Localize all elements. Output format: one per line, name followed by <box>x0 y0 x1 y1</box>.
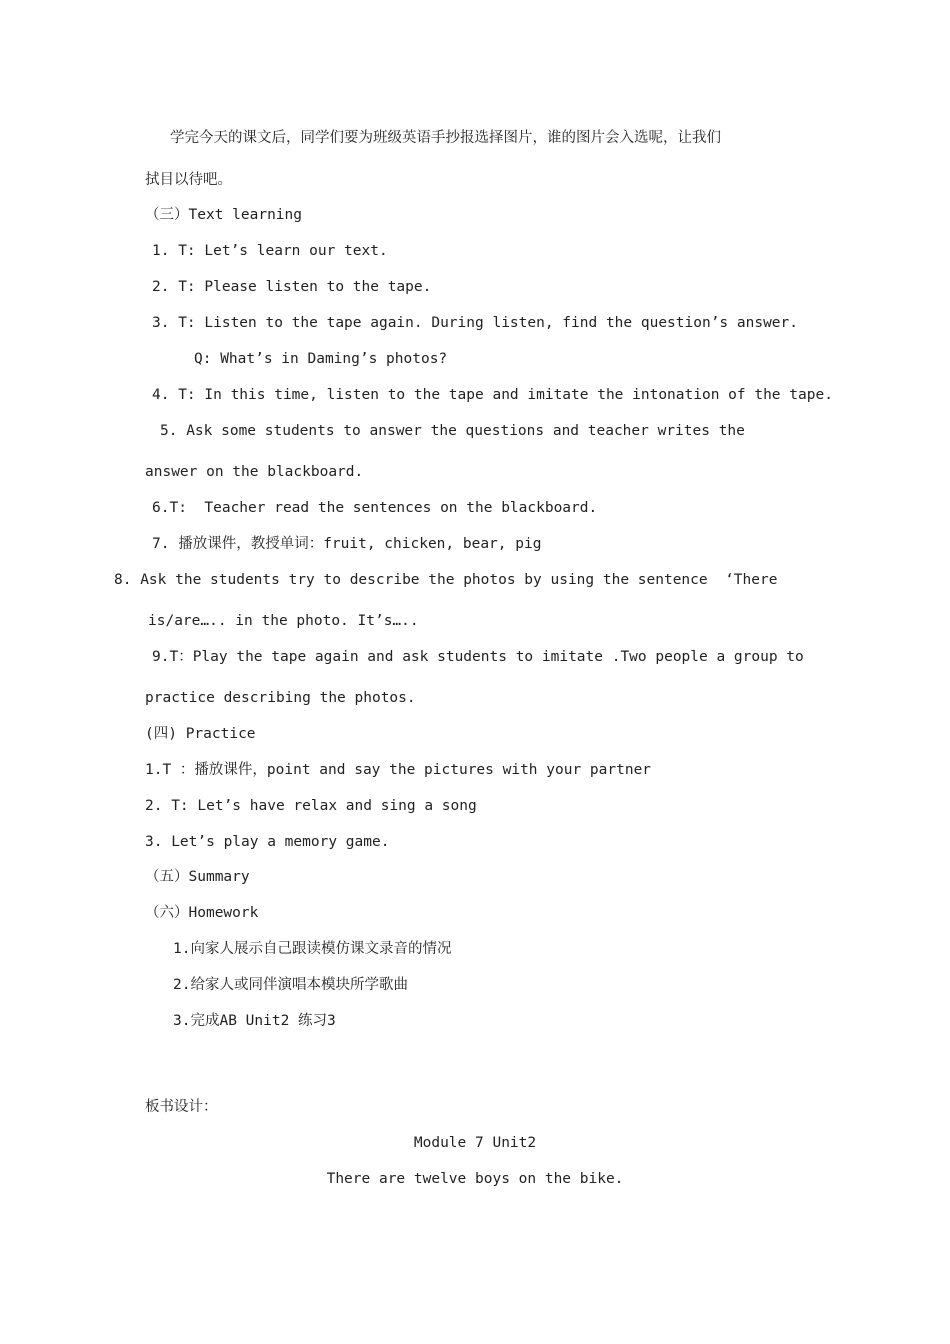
section-3-step-3-question: Q: What’s in Daming’s photos? <box>194 351 448 367</box>
section-3-step-5: 5. Ask some students to answer the questions and teacher writes the <box>160 423 745 439</box>
section-3-heading: （三）Text learning <box>145 207 302 223</box>
section-3-step-3: 3. T: Listen to the tape again. During listen, find the question’s answer. <box>152 315 799 331</box>
section-3-step-9: 9.T：Play the tape again and ask students to imitate .Two people a group to <box>152 649 804 665</box>
section-3-step-7: 7. 播放课件，教授单词：fruit, chicken, bear, pig <box>152 536 542 552</box>
section-4-step-3: 3. Let’s play a memory game. <box>145 834 390 850</box>
section-4-step-1: 1.T ：播放课件，point and say the pictures with your partner <box>145 762 652 778</box>
section-3-step-2: 2. T: Please listen to the tape. <box>152 279 432 295</box>
section-3-step-6: 6.T: Teacher read the sentences on the blackboard. <box>152 500 598 516</box>
intro-line-2: 拭目以待吧。 <box>145 172 232 188</box>
section-3-step-8-cont: is/are….. in the photo. It’s….. <box>148 613 419 629</box>
homework-item-3: 3.完成AB Unit2 练习3 <box>173 1013 336 1029</box>
homework-item-1: 1.向家人展示自己跟读模仿课文录音的情况 <box>173 941 452 957</box>
board-design-label: 板书设计： <box>145 1099 218 1115</box>
section-5-heading: （五）Summary <box>145 869 250 885</box>
section-3-step-9-cont: practice describing the photos. <box>145 690 416 706</box>
section-6-heading: （六）Homework <box>145 905 259 921</box>
section-3-step-1: 1. T: Let’s learn our text. <box>152 243 388 259</box>
intro-line-1: 学完今天的课文后，同学们要为班级英语手抄报选择图片，谁的图片会入选呢，让我们 <box>170 130 721 146</box>
section-4-heading: (四) Practice <box>145 726 256 742</box>
section-3-step-8: 8. Ask the students try to describe the photos by using the sentence ‘There <box>114 572 778 588</box>
section-4-step-2: 2. T: Let’s have relax and sing a song <box>145 798 477 814</box>
board-title: Module 7 Unit2 <box>413 1135 537 1151</box>
board-sentence: There are twelve boys on the bike. <box>326 1171 624 1187</box>
section-3-step-5-cont: answer on the blackboard. <box>145 464 364 480</box>
section-3-step-4: 4. T: In this time, listen to the tape and imitate the intonation of the tape. <box>152 387 833 403</box>
homework-item-2: 2.给家人或同伴演唱本模块所学歌曲 <box>173 977 408 993</box>
